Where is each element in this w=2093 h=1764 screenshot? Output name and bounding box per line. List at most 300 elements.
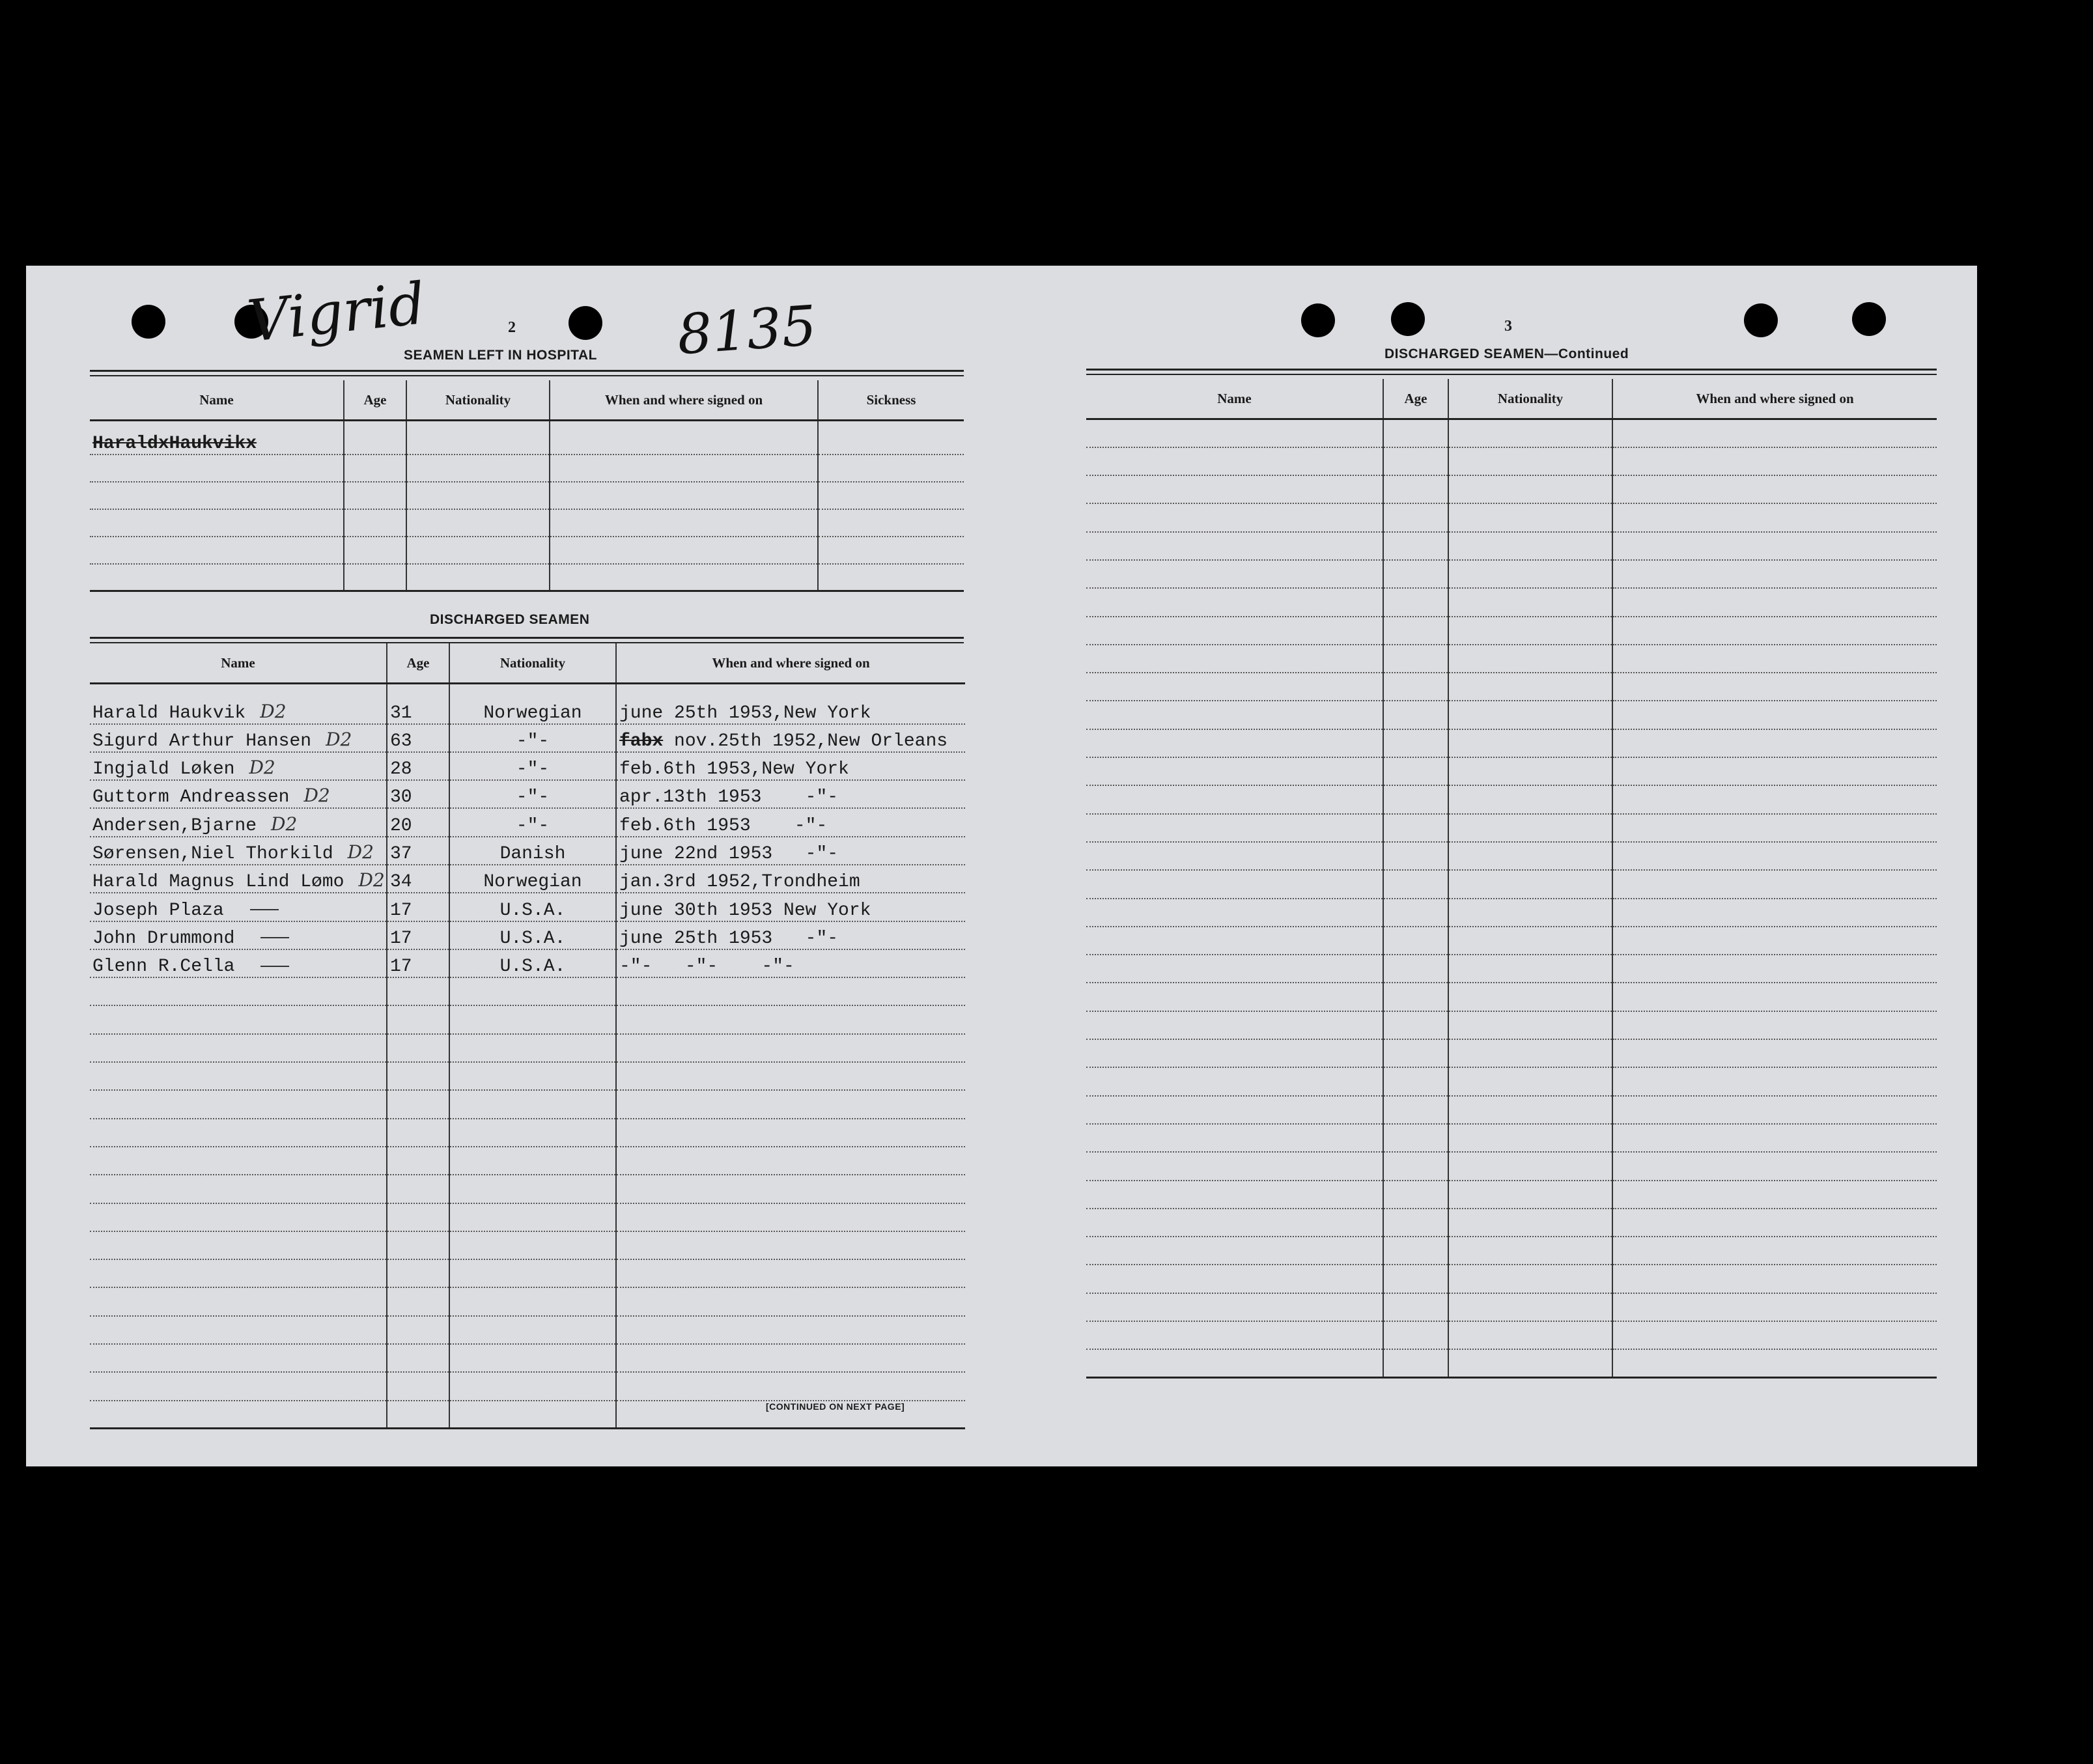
age-cell [387, 1401, 449, 1429]
table-row [90, 421, 964, 455]
column-header: When and where signed on [616, 643, 965, 684]
age-cell [387, 1344, 449, 1372]
discharged-continued-title: DISCHARGED SEAMEN—Continued [1384, 346, 1629, 361]
table-row [90, 780, 965, 808]
table-row [90, 1147, 965, 1175]
empty-cell [1448, 814, 1612, 842]
empty-cell [1448, 757, 1612, 785]
empty-cell [1448, 1349, 1612, 1377]
empty-cell [406, 509, 550, 537]
empty-cell [406, 421, 550, 455]
age-cell: 31 [387, 684, 449, 724]
empty-cell [1383, 1039, 1448, 1067]
empty-cell [1086, 560, 1383, 588]
empty-cell [1448, 1124, 1612, 1152]
table-row [1086, 475, 1937, 503]
punch-hole [132, 305, 165, 339]
empty-cell [1383, 1265, 1448, 1293]
empty-cell [1612, 1293, 1937, 1321]
empty-cell [1383, 645, 1448, 673]
name-cell [90, 1344, 387, 1372]
empty-cell [406, 482, 550, 509]
table-row [90, 684, 965, 724]
empty-cell [550, 482, 818, 509]
table-row [1086, 1293, 1937, 1321]
empty-cell [1086, 1152, 1383, 1180]
empty-cell [1086, 1124, 1383, 1152]
empty-cell [1448, 673, 1612, 701]
punch-hole [1852, 302, 1886, 336]
empty-cell [1086, 475, 1383, 503]
age-cell [387, 1316, 449, 1344]
empty-cell [1383, 729, 1448, 757]
signed-on-cell [616, 1034, 965, 1062]
empty-cell [1086, 1181, 1383, 1209]
age-cell [387, 1090, 449, 1118]
table-row [90, 949, 965, 977]
empty-cell [1383, 503, 1448, 531]
empty-cell [1383, 814, 1448, 842]
empty-cell [1612, 588, 1937, 616]
table-row [1086, 645, 1937, 673]
table-row [90, 1259, 965, 1287]
continued-note: [CONTINUED ON NEXT PAGE] [766, 1401, 905, 1412]
table-row [1086, 785, 1937, 813]
empty-cell [1383, 1293, 1448, 1321]
empty-cell [1448, 785, 1612, 813]
nationality-cell [449, 1090, 616, 1118]
empty-cell [1086, 645, 1383, 673]
empty-cell [344, 421, 406, 455]
nationality-cell [449, 977, 616, 1005]
table-row [1086, 983, 1937, 1011]
empty-cell [1612, 1067, 1937, 1095]
column-header: Age [387, 643, 449, 684]
nationality-cell [449, 1401, 616, 1429]
empty-cell [1086, 955, 1383, 983]
empty-cell [1383, 1152, 1448, 1180]
column-header: Name [90, 380, 344, 421]
table-row [1086, 1209, 1937, 1237]
name-cell: Harald Haukvik D2 [90, 684, 387, 724]
empty-cell [550, 537, 818, 564]
name-cell [90, 455, 344, 482]
name-cell: HaraldxHaukvikx [90, 421, 344, 455]
empty-cell [1448, 419, 1612, 447]
nationality-cell: -"- [449, 808, 616, 836]
section-rule [90, 375, 964, 376]
empty-cell [1448, 842, 1612, 870]
nationality-cell [449, 1005, 616, 1033]
empty-cell [1612, 1349, 1937, 1377]
table-row [1086, 673, 1937, 701]
empty-cell [1383, 701, 1448, 729]
nationality-cell [449, 1231, 616, 1259]
age-cell [387, 1062, 449, 1090]
nationality-cell: Norwegian [449, 865, 616, 893]
age-cell [387, 1175, 449, 1203]
table-row [90, 1203, 965, 1231]
name-cell [90, 509, 344, 537]
signed-on-cell [616, 1005, 965, 1033]
empty-cell [1612, 701, 1937, 729]
name-cell: Sørensen,Niel Thorkild D2 [90, 837, 387, 865]
table-row [1086, 870, 1937, 898]
empty-cell [1612, 1152, 1937, 1180]
table-row [1086, 842, 1937, 870]
section-rule [90, 370, 964, 372]
empty-cell [1086, 983, 1383, 1011]
age-cell: 63 [387, 724, 449, 752]
signed-on-cell [616, 1344, 965, 1372]
empty-cell [1086, 927, 1383, 955]
empty-cell [1448, 1067, 1612, 1095]
empty-cell [1383, 1067, 1448, 1095]
nationality-cell [449, 1259, 616, 1287]
table-row [1086, 588, 1937, 616]
left-page [26, 266, 1016, 1466]
hospital-section-title: SEAMEN LEFT IN HOSPITAL [404, 348, 597, 363]
empty-cell [1612, 1237, 1937, 1265]
table-row [1086, 1265, 1937, 1293]
section-rule [1086, 369, 1937, 371]
punch-hole [1301, 303, 1335, 337]
empty-cell [1383, 955, 1448, 983]
name-cell [90, 1090, 387, 1118]
column-header: Nationality [449, 643, 616, 684]
empty-cell [344, 455, 406, 482]
name-cell: Ingjald Løken D2 [90, 752, 387, 780]
age-cell [387, 1034, 449, 1062]
empty-cell [1448, 588, 1612, 616]
age-cell: 28 [387, 752, 449, 780]
table-row [90, 1231, 965, 1259]
empty-cell [1086, 899, 1383, 927]
empty-cell [1612, 1011, 1937, 1039]
signed-on-cell: june 25th 1953 -"- [616, 921, 965, 949]
empty-cell [1612, 617, 1937, 645]
table-header-row [90, 643, 965, 684]
table-row [90, 1344, 965, 1372]
empty-cell [1612, 673, 1937, 701]
signed-on-cell [616, 1231, 965, 1259]
empty-cell [344, 482, 406, 509]
nationality-cell: U.S.A. [449, 921, 616, 949]
empty-cell [1383, 1181, 1448, 1209]
name-cell: Sigurd Arthur Hansen D2 [90, 724, 387, 752]
table-row [90, 509, 964, 537]
handwritten-dash [260, 937, 289, 938]
name-cell [90, 1372, 387, 1400]
table-row [90, 837, 965, 865]
empty-cell [1086, 1209, 1383, 1237]
nationality-cell [449, 1147, 616, 1175]
table-row [90, 455, 964, 482]
empty-cell [1086, 1039, 1383, 1067]
empty-cell [1448, 1265, 1612, 1293]
empty-cell [1448, 899, 1612, 927]
empty-cell [1612, 1209, 1937, 1237]
nationality-cell [449, 1287, 616, 1315]
table-row [90, 1034, 965, 1062]
empty-cell [1383, 927, 1448, 955]
empty-cell [818, 509, 964, 537]
table-row [90, 893, 965, 921]
empty-cell [1086, 1321, 1383, 1349]
empty-cell [1086, 673, 1383, 701]
empty-cell [550, 455, 818, 482]
table-row [90, 482, 964, 509]
nationality-cell: -"- [449, 752, 616, 780]
name-cell: John Drummond [90, 921, 387, 949]
signed-on-cell: jan.3rd 1952,Trondheim [616, 865, 965, 893]
name-cell: Andersen,Bjarne D2 [90, 808, 387, 836]
section-rule [90, 637, 964, 639]
empty-cell [1383, 1011, 1448, 1039]
table-row [90, 865, 965, 893]
table-row [90, 724, 965, 752]
empty-cell [550, 509, 818, 537]
empty-cell [1383, 983, 1448, 1011]
name-cell [90, 1062, 387, 1090]
signed-on-cell [616, 1203, 965, 1231]
empty-cell [1612, 475, 1937, 503]
ship-name-handwriting: Vigrid [244, 270, 428, 355]
nationality-cell: Norwegian [449, 684, 616, 724]
empty-cell [1448, 927, 1612, 955]
nationality-cell [449, 1316, 616, 1344]
handwritten-mark: D2 [271, 813, 298, 835]
signed-on-cell: feb.6th 1953 -"- [616, 808, 965, 836]
name-cell [90, 1203, 387, 1231]
name-cell: Glenn R.Cella [90, 949, 387, 977]
table-row [1086, 1152, 1937, 1180]
handwritten-mark: D2 [303, 785, 330, 807]
empty-cell [1086, 1011, 1383, 1039]
column-header: Nationality [406, 380, 550, 421]
table-row [1086, 729, 1937, 757]
empty-cell [1612, 447, 1937, 475]
empty-cell [1448, 701, 1612, 729]
nationality-cell [449, 1372, 616, 1400]
age-cell [387, 1119, 449, 1147]
handwritten-mark: D2 [347, 841, 374, 863]
empty-cell [344, 564, 406, 591]
signed-on-cell [616, 1175, 965, 1203]
name-cell [90, 1175, 387, 1203]
table-row [1086, 1237, 1937, 1265]
empty-cell [1383, 532, 1448, 560]
empty-cell [1086, 1096, 1383, 1124]
empty-cell [1086, 532, 1383, 560]
empty-cell [1612, 1124, 1937, 1152]
column-header: When and where signed on [1612, 379, 1937, 419]
empty-cell [1086, 870, 1383, 898]
empty-cell [1612, 729, 1937, 757]
age-cell: 30 [387, 780, 449, 808]
table-row [1086, 532, 1937, 560]
signed-on-cell: fabx nov.25th 1952,New Orleans [616, 724, 965, 752]
table-row [90, 921, 965, 949]
punch-hole [569, 306, 602, 340]
empty-cell [550, 564, 818, 591]
ledger-document [26, 266, 1977, 1466]
table-row [90, 808, 965, 836]
table-row [90, 1316, 965, 1344]
empty-cell [818, 455, 964, 482]
table-row [90, 564, 964, 591]
name-cell [90, 1034, 387, 1062]
empty-cell [818, 537, 964, 564]
table-row [90, 1090, 965, 1118]
empty-cell [1448, 1096, 1612, 1124]
age-cell: 34 [387, 865, 449, 893]
age-cell [387, 1147, 449, 1175]
table-header-row [90, 380, 964, 421]
empty-cell [1612, 1181, 1937, 1209]
age-cell: 20 [387, 808, 449, 836]
table-row [90, 752, 965, 780]
column-header: Nationality [1448, 379, 1612, 419]
empty-cell [818, 482, 964, 509]
empty-cell [1383, 870, 1448, 898]
column-header: Sickness [818, 380, 964, 421]
name-cell [90, 1119, 387, 1147]
signed-on-cell: apr.13th 1953 -"- [616, 780, 965, 808]
age-cell [387, 1231, 449, 1259]
signed-on-cell [616, 1259, 965, 1287]
empty-cell [1448, 1209, 1612, 1237]
signed-on-cell [616, 1119, 965, 1147]
ship-number-handwriting: 8135 [675, 293, 819, 367]
punch-hole [1391, 302, 1425, 336]
empty-cell [344, 509, 406, 537]
nationality-cell: U.S.A. [449, 949, 616, 977]
empty-cell [1383, 842, 1448, 870]
discharged-section-title: DISCHARGED SEAMEN [430, 612, 590, 627]
empty-cell [1383, 1237, 1448, 1265]
empty-cell [1612, 757, 1937, 785]
age-cell [387, 1287, 449, 1315]
handwritten-mark: D2 [260, 700, 287, 722]
empty-cell [1086, 814, 1383, 842]
signed-on-cell: june 22nd 1953 -"- [616, 837, 965, 865]
empty-cell [1086, 447, 1383, 475]
empty-cell [1086, 588, 1383, 616]
age-cell [387, 1005, 449, 1033]
signed-on-cell: june 30th 1953 New York [616, 893, 965, 921]
table-row [1086, 1124, 1937, 1152]
nationality-cell [449, 1062, 616, 1090]
nationality-cell: U.S.A. [449, 893, 616, 921]
name-cell: Harald Magnus Lind Lømo D2 [90, 865, 387, 893]
table-row [1086, 560, 1937, 588]
empty-cell [1086, 1349, 1383, 1377]
handwritten-dash [260, 966, 289, 967]
column-header: When and where signed on [550, 380, 818, 421]
empty-cell [1448, 1321, 1612, 1349]
table-row [1086, 701, 1937, 729]
name-cell [90, 1005, 387, 1033]
empty-cell [1383, 560, 1448, 588]
empty-cell [1383, 617, 1448, 645]
signed-on-cell [616, 1372, 965, 1400]
age-cell [387, 977, 449, 1005]
name-cell [90, 1147, 387, 1175]
table-row [1086, 927, 1937, 955]
column-header: Name [1086, 379, 1383, 419]
empty-cell [818, 564, 964, 591]
empty-cell [1383, 899, 1448, 927]
empty-cell [1612, 983, 1937, 1011]
empty-cell [1448, 729, 1612, 757]
empty-cell [1383, 785, 1448, 813]
empty-cell [1612, 419, 1937, 447]
table-row [90, 1062, 965, 1090]
handwritten-mark: D2 [358, 869, 385, 891]
empty-cell [344, 537, 406, 564]
signed-on-cell [616, 1147, 965, 1175]
empty-cell [1448, 955, 1612, 983]
empty-cell [1448, 1293, 1612, 1321]
section-rule [1086, 374, 1937, 375]
column-header: Name [90, 643, 387, 684]
table-row [1086, 899, 1937, 927]
handwritten-mark: D2 [249, 757, 275, 779]
empty-cell [1612, 927, 1937, 955]
empty-cell [1086, 419, 1383, 447]
right-page [1016, 266, 1977, 1466]
empty-cell [1086, 1067, 1383, 1095]
table-row [1086, 1011, 1937, 1039]
age-cell: 17 [387, 921, 449, 949]
empty-cell [1086, 1293, 1383, 1321]
table-row [90, 537, 964, 564]
empty-cell [1448, 1181, 1612, 1209]
nationality-cell: -"- [449, 724, 616, 752]
empty-cell [1612, 1096, 1937, 1124]
empty-cell [1612, 645, 1937, 673]
empty-cell [1086, 701, 1383, 729]
name-cell [90, 1231, 387, 1259]
table-row [1086, 503, 1937, 531]
signed-on-cell: feb.6th 1953,New York [616, 752, 965, 780]
empty-cell [1612, 503, 1937, 531]
table-row [1086, 814, 1937, 842]
empty-cell [1448, 1237, 1612, 1265]
empty-cell [1612, 532, 1937, 560]
empty-cell [1448, 560, 1612, 588]
table-row [90, 1119, 965, 1147]
name-cell: Joseph Plaza [90, 893, 387, 921]
empty-cell [1448, 1011, 1612, 1039]
empty-cell [1383, 475, 1448, 503]
empty-cell [1612, 1039, 1937, 1067]
empty-cell [1086, 785, 1383, 813]
empty-cell [1383, 1124, 1448, 1152]
nationality-cell: Danish [449, 837, 616, 865]
empty-cell [1086, 1237, 1383, 1265]
empty-cell [1448, 503, 1612, 531]
discharged-table [90, 643, 965, 1429]
empty-cell [1086, 1265, 1383, 1293]
empty-cell [1383, 1321, 1448, 1349]
empty-cell [1448, 475, 1612, 503]
empty-cell [550, 421, 818, 455]
nationality-cell: -"- [449, 780, 616, 808]
empty-cell [1448, 983, 1612, 1011]
table-row [90, 1175, 965, 1203]
